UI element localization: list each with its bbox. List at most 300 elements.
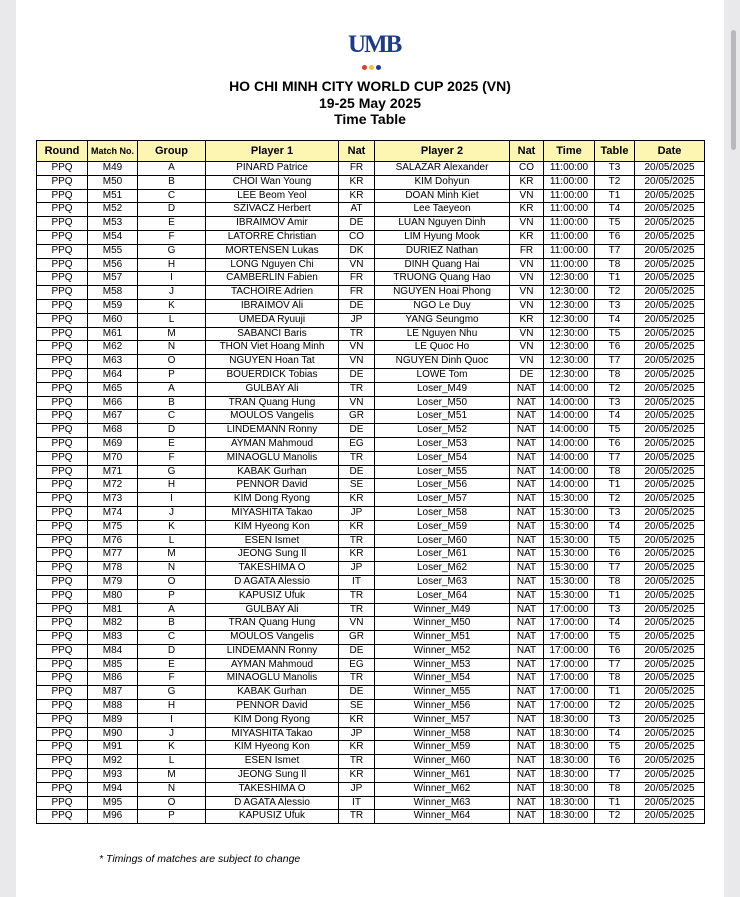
cell-group: E (138, 437, 206, 451)
cell-player-2: DINH Quang Hai (375, 258, 510, 272)
cell-match-no: M53 (88, 217, 138, 231)
table-row (37, 562, 705, 576)
table-row (37, 727, 705, 741)
cell-group: A (138, 162, 206, 176)
cell-player-2: NGUYEN Dinh Quoc (375, 355, 510, 369)
cell-group: I (138, 713, 206, 727)
cell-date: 20/05/2025 (635, 355, 705, 369)
cell-group: P (138, 810, 206, 824)
cell-group: C (138, 189, 206, 203)
cell-player-1: KIM Dong Ryong (206, 713, 339, 727)
cell-time: 17:00:00 (544, 603, 595, 617)
cell-nat-2: NAT (510, 506, 544, 520)
cell-nat-1: KR (339, 175, 375, 189)
cell-nat-1: KR (339, 493, 375, 507)
cell-player-1: GULBAY Ali (206, 603, 339, 617)
cell-time: 12:30:00 (544, 327, 595, 341)
cell-time: 15:30:00 (544, 506, 595, 520)
cell-date: 20/05/2025 (635, 617, 705, 631)
cell-match-no: M51 (88, 189, 138, 203)
table-row (37, 327, 705, 341)
vertical-scrollbar[interactable] (731, 30, 736, 150)
cell-round: PPQ (37, 493, 88, 507)
logo-dot-yellow (369, 65, 374, 70)
cell-player-1: KAPUSIZ Ufuk (206, 589, 339, 603)
cell-player-2: Loser_M53 (375, 437, 510, 451)
cell-player-2: Loser_M52 (375, 424, 510, 438)
cell-round: PPQ (37, 355, 88, 369)
cell-match-no: M79 (88, 575, 138, 589)
cell-date: 20/05/2025 (635, 548, 705, 562)
cell-time: 17:00:00 (544, 672, 595, 686)
cell-group: I (138, 493, 206, 507)
document-page (16, 0, 724, 897)
cell-nat-2: NAT (510, 755, 544, 769)
title-block (16, 78, 724, 128)
cell-nat-2: NAT (510, 631, 544, 645)
cell-round: PPQ (37, 437, 88, 451)
cell-nat-2: NAT (510, 575, 544, 589)
cell-player-1: MORTENSEN Lukas (206, 244, 339, 258)
cell-time: 11:00:00 (544, 175, 595, 189)
cell-player-2: YANG Seungmo (375, 313, 510, 327)
cell-nat-2: NAT (510, 451, 544, 465)
cell-player-1: MIYASHITA Takao (206, 506, 339, 520)
cell-player-2: Loser_M55 (375, 465, 510, 479)
cell-date: 20/05/2025 (635, 534, 705, 548)
table-row (37, 451, 705, 465)
cell-group: H (138, 700, 206, 714)
table-row (37, 672, 705, 686)
cell-nat-1: KR (339, 520, 375, 534)
cell-player-1: LATORRE Christian (206, 230, 339, 244)
cell-match-no: M91 (88, 741, 138, 755)
cell-player-1: MIYASHITA Takao (206, 727, 339, 741)
cell-match-no: M65 (88, 382, 138, 396)
cell-player-1: BOUERDICK Tobias (206, 368, 339, 382)
table-row (37, 741, 705, 755)
cell-player-2: LE Nguyen Nhu (375, 327, 510, 341)
cell-table: T1 (595, 589, 635, 603)
logo-subtitle (348, 59, 394, 63)
cell-nat-2: NAT (510, 396, 544, 410)
cell-round: PPQ (37, 672, 88, 686)
cell-player-2: Loser_M61 (375, 548, 510, 562)
cell-group: A (138, 603, 206, 617)
cell-date: 20/05/2025 (635, 506, 705, 520)
cell-nat-2: NAT (510, 769, 544, 783)
cell-date: 20/05/2025 (635, 189, 705, 203)
cell-date: 20/05/2025 (635, 244, 705, 258)
cell-time: 17:00:00 (544, 686, 595, 700)
cell-player-1: MINAOGLU Manolis (206, 672, 339, 686)
cell-table: T8 (595, 575, 635, 589)
cell-nat-2: NAT (510, 617, 544, 631)
cell-group: D (138, 203, 206, 217)
cell-match-no: M64 (88, 368, 138, 382)
cell-table: T3 (595, 396, 635, 410)
cell-player-2: Winner_M59 (375, 741, 510, 755)
cell-player-2: Winner_M51 (375, 631, 510, 645)
cell-time: 11:00:00 (544, 162, 595, 176)
cell-group: A (138, 382, 206, 396)
cell-nat-2: NAT (510, 713, 544, 727)
cell-date: 20/05/2025 (635, 589, 705, 603)
cell-date: 20/05/2025 (635, 341, 705, 355)
cell-group: N (138, 562, 206, 576)
cell-date: 20/05/2025 (635, 741, 705, 755)
table-row (37, 410, 705, 424)
cell-group: E (138, 217, 206, 231)
cell-player-2: Winner_M52 (375, 644, 510, 658)
cell-match-no: M74 (88, 506, 138, 520)
cell-round: PPQ (37, 686, 88, 700)
table-row (37, 396, 705, 410)
table-row (37, 162, 705, 176)
cell-nat-1: JP (339, 782, 375, 796)
cell-player-1: THON Viet Hoang Minh (206, 341, 339, 355)
cell-time: 17:00:00 (544, 617, 595, 631)
cell-nat-1: DE (339, 368, 375, 382)
cell-nat-1: DE (339, 465, 375, 479)
cell-group: H (138, 479, 206, 493)
cell-match-no: M73 (88, 493, 138, 507)
cell-group: B (138, 396, 206, 410)
cell-nat-2: NAT (510, 658, 544, 672)
footnote: * Timings of matches are subject to change (99, 853, 301, 865)
cell-table: T3 (595, 713, 635, 727)
cell-nat-1: TR (339, 382, 375, 396)
cell-player-2: DOAN Minh Kiet (375, 189, 510, 203)
cell-match-no: M78 (88, 562, 138, 576)
table-row (37, 782, 705, 796)
cell-date: 20/05/2025 (635, 755, 705, 769)
cell-match-no: M80 (88, 589, 138, 603)
cell-round: PPQ (37, 782, 88, 796)
cell-nat-1: TR (339, 589, 375, 603)
cell-nat-2: NAT (510, 700, 544, 714)
table-row (37, 631, 705, 645)
column-header-round: Round (37, 141, 88, 162)
cell-nat-1: TR (339, 327, 375, 341)
cell-match-no: M76 (88, 534, 138, 548)
column-header-nat-1: Nat (339, 141, 375, 162)
table-row (37, 424, 705, 438)
cell-player-1: LINDEMANN Ronny (206, 644, 339, 658)
cell-time: 12:30:00 (544, 299, 595, 313)
event-title: HO CHI MINH CITY WORLD CUP 2025 (VN) (229, 78, 511, 94)
table-row (37, 658, 705, 672)
cell-match-no: M61 (88, 327, 138, 341)
cell-time: 12:30:00 (544, 368, 595, 382)
cell-round: PPQ (37, 506, 88, 520)
cell-nat-2: VN (510, 272, 544, 286)
cell-player-2: Winner_M64 (375, 810, 510, 824)
cell-match-no: M68 (88, 424, 138, 438)
cell-group: J (138, 286, 206, 300)
cell-round: PPQ (37, 396, 88, 410)
cell-time: 18:30:00 (544, 810, 595, 824)
table-row (37, 506, 705, 520)
cell-date: 20/05/2025 (635, 299, 705, 313)
cell-round: PPQ (37, 755, 88, 769)
event-dates: 19-25 May 2025 (319, 94, 421, 111)
cell-round: PPQ (37, 230, 88, 244)
cell-nat-2: NAT (510, 589, 544, 603)
cell-nat-1: KR (339, 769, 375, 783)
cell-player-1: AYMAN Mahmoud (206, 658, 339, 672)
logo-mark: UMB (348, 31, 401, 58)
cell-player-2: Winner_M58 (375, 727, 510, 741)
cell-nat-2: NAT (510, 520, 544, 534)
cell-date: 20/05/2025 (635, 644, 705, 658)
cell-group: F (138, 451, 206, 465)
cell-date: 20/05/2025 (635, 272, 705, 286)
cell-match-no: M59 (88, 299, 138, 313)
cell-group: K (138, 520, 206, 534)
cell-group: K (138, 741, 206, 755)
cell-nat-2: NAT (510, 437, 544, 451)
cell-time: 12:30:00 (544, 355, 595, 369)
cell-round: PPQ (37, 631, 88, 645)
table-row (37, 299, 705, 313)
cell-round: PPQ (37, 368, 88, 382)
cell-nat-1: TR (339, 810, 375, 824)
cell-table: T1 (595, 796, 635, 810)
column-header-time: Time (544, 141, 595, 162)
cell-nat-1: JP (339, 506, 375, 520)
cell-nat-1: DE (339, 217, 375, 231)
cell-group: L (138, 534, 206, 548)
table-row (37, 437, 705, 451)
cell-nat-2: NAT (510, 493, 544, 507)
cell-group: G (138, 465, 206, 479)
cell-player-1: TRAN Quang Hung (206, 396, 339, 410)
cell-match-no: M85 (88, 658, 138, 672)
cell-match-no: M94 (88, 782, 138, 796)
cell-player-2: Winner_M63 (375, 796, 510, 810)
cell-round: PPQ (37, 479, 88, 493)
cell-round: PPQ (37, 769, 88, 783)
cell-date: 20/05/2025 (635, 465, 705, 479)
table-row (37, 575, 705, 589)
cell-match-no: M89 (88, 713, 138, 727)
cell-time: 18:30:00 (544, 769, 595, 783)
cell-player-2: SALAZAR Alexander (375, 162, 510, 176)
cell-match-no: M60 (88, 313, 138, 327)
cell-player-1: JEONG Sung Il (206, 548, 339, 562)
cell-player-1: D AGATA Alessio (206, 796, 339, 810)
cell-match-no: M86 (88, 672, 138, 686)
cell-player-1: MINAOGLU Manolis (206, 451, 339, 465)
table-row (37, 230, 705, 244)
cell-group: H (138, 258, 206, 272)
table-row (37, 355, 705, 369)
cell-nat-1: IT (339, 575, 375, 589)
cell-player-1: TAKESHIMA O (206, 782, 339, 796)
cell-table: T7 (595, 769, 635, 783)
cell-table: T4 (595, 410, 635, 424)
cell-nat-1: CO (339, 230, 375, 244)
cell-time: 12:30:00 (544, 272, 595, 286)
cell-table: T3 (595, 506, 635, 520)
cell-time: 15:30:00 (544, 589, 595, 603)
cell-player-2: Lee Taeyeon (375, 203, 510, 217)
cell-time: 17:00:00 (544, 658, 595, 672)
cell-player-1: KIM Dong Ryong (206, 493, 339, 507)
cell-date: 20/05/2025 (635, 479, 705, 493)
cell-group: P (138, 589, 206, 603)
cell-player-2: Loser_M49 (375, 382, 510, 396)
cell-date: 20/05/2025 (635, 217, 705, 231)
cell-round: PPQ (37, 286, 88, 300)
cell-table: T2 (595, 286, 635, 300)
column-header-table: Table (595, 141, 635, 162)
cell-date: 20/05/2025 (635, 437, 705, 451)
cell-player-2: Winner_M54 (375, 672, 510, 686)
cell-table: T8 (595, 782, 635, 796)
cell-nat-1: SE (339, 700, 375, 714)
cell-player-1: IBRAIMOV Amir (206, 217, 339, 231)
cell-player-2: TRUONG Quang Hao (375, 272, 510, 286)
table-row (37, 258, 705, 272)
cell-table: T1 (595, 189, 635, 203)
cell-time: 18:30:00 (544, 796, 595, 810)
cell-nat-2: KR (510, 313, 544, 327)
cell-time: 11:00:00 (544, 189, 595, 203)
cell-player-2: LUAN Nguyen Dinh (375, 217, 510, 231)
cell-match-no: M50 (88, 175, 138, 189)
table-row (37, 713, 705, 727)
cell-date: 20/05/2025 (635, 727, 705, 741)
cell-table: T5 (595, 534, 635, 548)
cell-nat-2: NAT (510, 562, 544, 576)
cell-player-1: SABANCI Baris (206, 327, 339, 341)
cell-nat-1: DE (339, 424, 375, 438)
cell-player-1: TAKESHIMA O (206, 562, 339, 576)
cell-group: G (138, 244, 206, 258)
table-row (37, 644, 705, 658)
cell-round: PPQ (37, 617, 88, 631)
cell-player-1: KABAK Gurhan (206, 465, 339, 479)
cell-player-1: ESEN Ismet (206, 755, 339, 769)
cell-nat-2: VN (510, 299, 544, 313)
cell-time: 17:00:00 (544, 700, 595, 714)
cell-nat-1: EG (339, 658, 375, 672)
cell-time: 15:30:00 (544, 520, 595, 534)
cell-nat-1: JP (339, 562, 375, 576)
cell-time: 15:30:00 (544, 548, 595, 562)
cell-match-no: M56 (88, 258, 138, 272)
cell-player-2: Loser_M62 (375, 562, 510, 576)
cell-nat-2: DE (510, 368, 544, 382)
cell-match-no: M71 (88, 465, 138, 479)
cell-date: 20/05/2025 (635, 769, 705, 783)
cell-nat-2: NAT (510, 424, 544, 438)
cell-nat-2: FR (510, 244, 544, 258)
cell-nat-2: NAT (510, 410, 544, 424)
cell-table: T5 (595, 424, 635, 438)
logo-dot-red (362, 65, 367, 70)
cell-time: 14:00:00 (544, 451, 595, 465)
cell-nat-1: AT (339, 203, 375, 217)
cell-group: B (138, 175, 206, 189)
cell-player-1: SZIVACZ Herbert (206, 203, 339, 217)
cell-nat-2: NAT (510, 465, 544, 479)
cell-group: P (138, 368, 206, 382)
cell-table: T2 (595, 810, 635, 824)
cell-group: C (138, 631, 206, 645)
table-row (37, 617, 705, 631)
cell-nat-2: VN (510, 286, 544, 300)
cell-player-2: NGUYEN Hoai Phong (375, 286, 510, 300)
table-row (37, 686, 705, 700)
cell-date: 20/05/2025 (635, 162, 705, 176)
cell-time: 11:00:00 (544, 230, 595, 244)
column-header-nat-2: Nat (510, 141, 544, 162)
cell-nat-2: CO (510, 162, 544, 176)
cell-player-2: DURIEZ Nathan (375, 244, 510, 258)
table-header-row (37, 141, 705, 162)
cell-round: PPQ (37, 727, 88, 741)
cell-nat-1: KR (339, 189, 375, 203)
cell-date: 20/05/2025 (635, 631, 705, 645)
cell-group: F (138, 230, 206, 244)
cell-player-1: GULBAY Ali (206, 382, 339, 396)
cell-table: T2 (595, 175, 635, 189)
cell-match-no: M87 (88, 686, 138, 700)
cell-player-1: CAMBERLIN Fabien (206, 272, 339, 286)
table-row (37, 534, 705, 548)
cell-group: D (138, 424, 206, 438)
cell-round: PPQ (37, 713, 88, 727)
cell-player-2: LE Quoc Ho (375, 341, 510, 355)
cell-time: 18:30:00 (544, 782, 595, 796)
cell-round: PPQ (37, 272, 88, 286)
cell-nat-2: VN (510, 327, 544, 341)
cell-round: PPQ (37, 244, 88, 258)
cell-match-no: M96 (88, 810, 138, 824)
cell-player-1: JEONG Sung Il (206, 769, 339, 783)
cell-nat-1: DE (339, 686, 375, 700)
cell-date: 20/05/2025 (635, 451, 705, 465)
cell-time: 12:30:00 (544, 286, 595, 300)
cell-round: PPQ (37, 589, 88, 603)
cell-time: 14:00:00 (544, 479, 595, 493)
cell-date: 20/05/2025 (635, 175, 705, 189)
cell-nat-1: JP (339, 727, 375, 741)
cell-table: T7 (595, 244, 635, 258)
cell-player-1: UMEDA Ryuuji (206, 313, 339, 327)
cell-nat-2: NAT (510, 479, 544, 493)
cell-date: 20/05/2025 (635, 327, 705, 341)
table-row (37, 589, 705, 603)
cell-nat-1: IT (339, 796, 375, 810)
cell-date: 20/05/2025 (635, 230, 705, 244)
cell-group: M (138, 548, 206, 562)
cell-player-2: Winner_M50 (375, 617, 510, 631)
cell-date: 20/05/2025 (635, 713, 705, 727)
cell-player-1: ESEN Ismet (206, 534, 339, 548)
cell-time: 15:30:00 (544, 534, 595, 548)
cell-date: 20/05/2025 (635, 258, 705, 272)
table-row (37, 769, 705, 783)
cell-nat-1: FR (339, 272, 375, 286)
cell-nat-2: NAT (510, 782, 544, 796)
cell-player-1: PENNOR David (206, 479, 339, 493)
timetable (36, 140, 705, 824)
cell-nat-1: TR (339, 451, 375, 465)
